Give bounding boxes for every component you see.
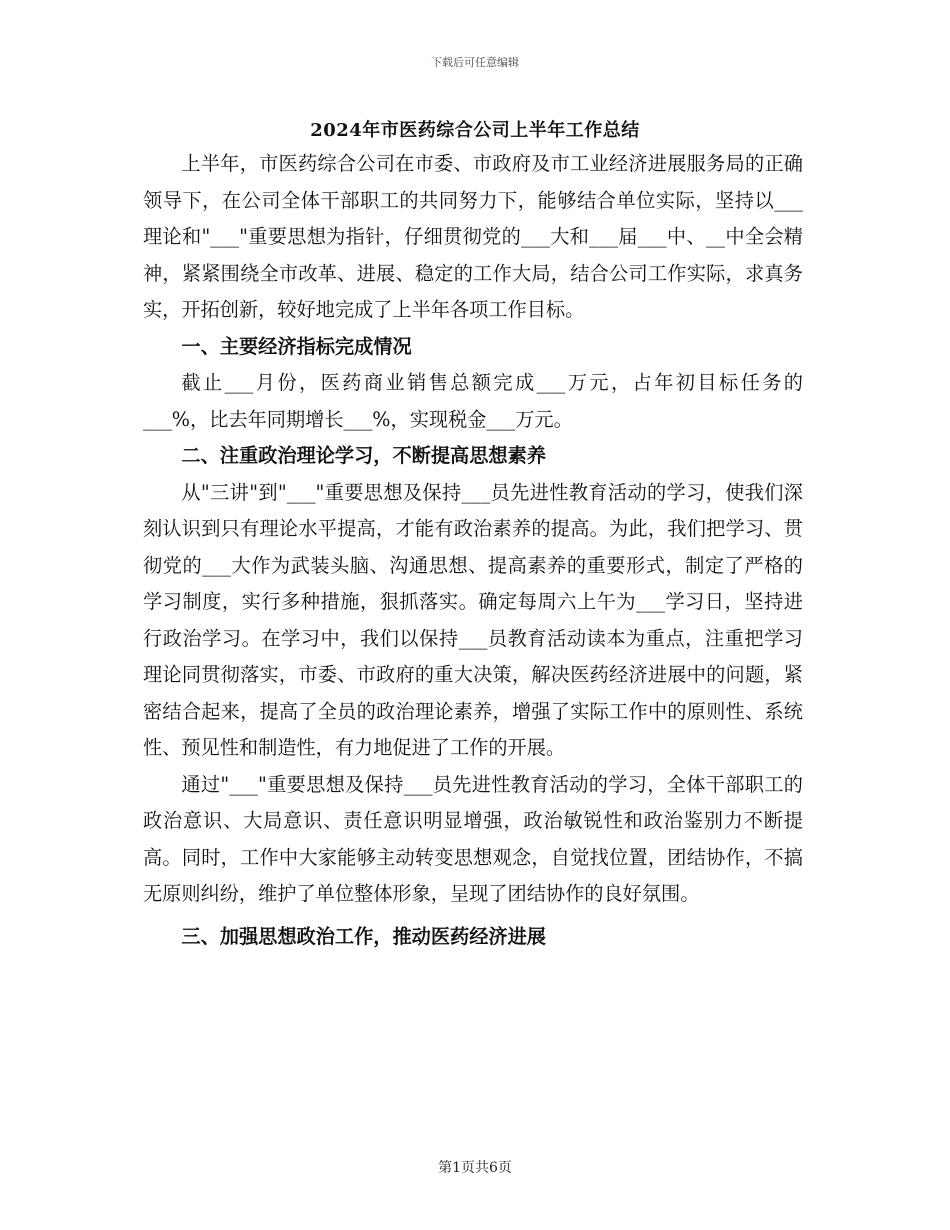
paragraph-intro: 上半年，市医药综合公司在市委、市政府及市工业经济进展服务局的正确领导下，在公司全体干部职工的共同努力下，能够结合单位实际，坚持以___理论和"___"重要思想为指针，仔细贯彻党的___大和___届___中、__中全会精神，紧紧围绕全市改革、进展、稳定的工作大局，结合公司工作实际，求真务实，开拓创新，较好地完成了上半年各项工作目标。 [143,152,803,321]
page-number: 第1页共6页 [438,1160,512,1176]
paragraph-results: 通过"___"重要思想及保持___员先进性教育活动的学习，全体干部职工的政治意识、大局意识、责任意识明显增强，政治敏锐性和政治鉴别力不断提高。同时，工作中大家能够主动转变思想观念，自觉找位置，团结协作，不搞无原则纠纷，维护了单位整体形象，呈现了团结协作的良好氛围。 [143,772,803,905]
header-note: 下载后可任意编辑 [431,56,519,69]
paragraph-indicators: 截止___月份，医药商业销售总额完成___万元，占年初目标任务的___%，比去年同期增长___%，实现税金___万元。 [143,371,803,431]
document-title: 2024年市医药综合公司上半年工作总结 [310,120,640,141]
section-heading-2: 二、注重政治理论学习，不断提高思想素养 [181,444,546,467]
section-heading-1: 一、主要经济指标完成情况 [181,334,412,358]
section-heading-3: 三、加强思想政治工作，推动医药经济进展 [181,924,546,948]
paragraph-study: 从"三讲"到"___"重要思想及保持___员先进性教育活动的学习，使我们深刻认识到只有理论水平提高，才能有政治素养的提高。为此，我们把学习、贯彻党的___大作为武装头脑、沟通思想、提高素养的重要形式，制定了严格的学习制度，实行多种措施，狠抓落实。确定每周六上午为___学习日，坚持进行政治学习。在学习中，我们以保持___员教育活动读本为重点，注重把学习理论同贯彻落实，市委、市政府的重大决策，解决医药经济进展中的问题，紧密结合起来，提高了全员的政治理论素养，增强了实际工作中的原则性、系统性、预见性和制造性，有力地促进了工作的开展。 [143,480,803,759]
document-body [143,146,803,955]
